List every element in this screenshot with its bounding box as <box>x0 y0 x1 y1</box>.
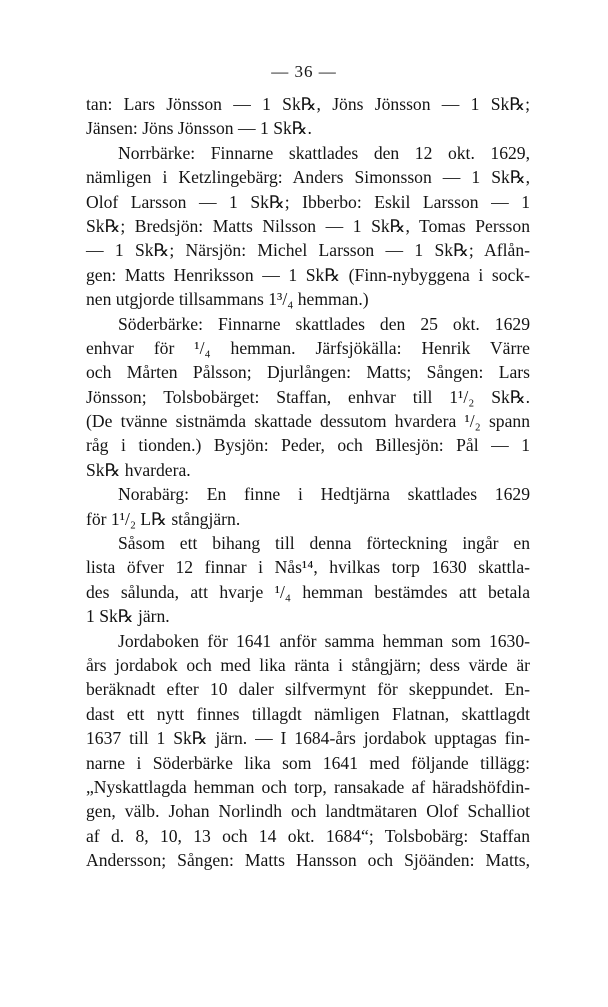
text-line: narne i Söderbärke lika som 1641 med följande tillägg: <box>86 752 530 773</box>
text-line: Norrbärke: Finnarne skattlades den 12 okt. 1629, <box>118 142 530 163</box>
text-line: af d. 8, 10, 13 och 14 okt. 1684“; Tolsbobärg: Staffan <box>86 825 530 846</box>
text-line: nen utgjorde tillsammans 1³/₄ hemman.) <box>86 289 369 310</box>
text-line: Norabärg: En finne i Hedtjärna skattlades 1629 <box>118 484 530 505</box>
text-line: „Nyskattlagda hemman och torp, ransakade af häradshöfdin- <box>86 776 530 797</box>
text-line: Söderbärke: Finnarne skattlades den 25 okt. 1629 <box>118 313 530 334</box>
text-line: gen, välb. Johan Norlindh och landtmätaren Olof Schalliot <box>86 801 530 822</box>
text-line: Sk℞ hvardera. <box>86 459 191 480</box>
text-line: Jänsen: Jöns Jönsson — 1 Sk℞. <box>86 118 312 139</box>
text-line: des sålunda, att hvarje ¹/₄ hemman bestämdes att betala <box>86 581 530 602</box>
text-line: Olof Larsson — 1 Sk℞; Ibberbo: Eskil Larsson — 1 <box>86 191 530 212</box>
text-line: 1637 till 1 Sk℞ järn. — I 1684-års jordabok upptagas fin- <box>86 728 530 749</box>
text-line: dast ett nytt finnes tillagdt nämligen Flatnan, skattlagdt <box>86 703 530 724</box>
text-line: års jordabok och med lika ränta i stångjärn; dess värde är <box>86 654 530 675</box>
text-line: tan: Lars Jönsson — 1 Sk℞, Jöns Jönsson — 1 Sk℞; <box>86 94 530 114</box>
text-line: (De tvänne sistnämda skattade dessutom hvardera ¹/₂ spann <box>86 411 530 432</box>
text-line: Sk℞; Bredsjön: Matts Nilsson — 1 Sk℞, Tomas Persson <box>86 215 530 236</box>
text-line: nämligen i Ketzlingebärg: Anders Simonsson — 1 Sk℞, <box>86 167 530 188</box>
page-number: — 36 — <box>271 62 337 81</box>
text-line: för 1¹/₂ L℞ stångjärn. <box>86 508 241 529</box>
text-line: 1 Sk℞ järn. <box>86 606 170 627</box>
text-line: enhvar för ¹/₄ hemman. Järfsjökälla: Henrik Värre <box>86 337 530 358</box>
body-text <box>86 92 530 873</box>
text-line: Såsom ett bihang till denna förteckning ingår en <box>118 533 530 554</box>
text-line: Jönsson; Tolsbobärget: Staffan, enhvar till 1¹/₂ Sk℞. <box>86 386 530 407</box>
text-line: Andersson; Sången: Matts Hansson och Sjöänden: Matts, <box>86 850 530 871</box>
text-line: Jordaboken för 1641 anför samma hemman som 1630- <box>118 630 530 651</box>
text-line: beräknadt efter 10 daler silfvermynt för skeppundet. En- <box>86 679 530 700</box>
text-line: gen: Matts Henriksson — 1 Sk℞ (Finn-nybyggena i sock- <box>86 264 530 285</box>
text-line: och Mårten Pålsson; Djurlången: Matts; Sången: Lars <box>86 362 530 383</box>
text-line: — 1 Sk℞; Närsjön: Michel Larsson — 1 Sk℞; Aflån- <box>86 240 530 261</box>
text-line: lista öfver 12 finnar i Nås¹⁴, hvilkas torp 1630 skattla- <box>86 557 530 578</box>
text-line: råg i tionden.) Bysjön: Peder, och Billesjön: Pål — 1 <box>86 435 530 456</box>
